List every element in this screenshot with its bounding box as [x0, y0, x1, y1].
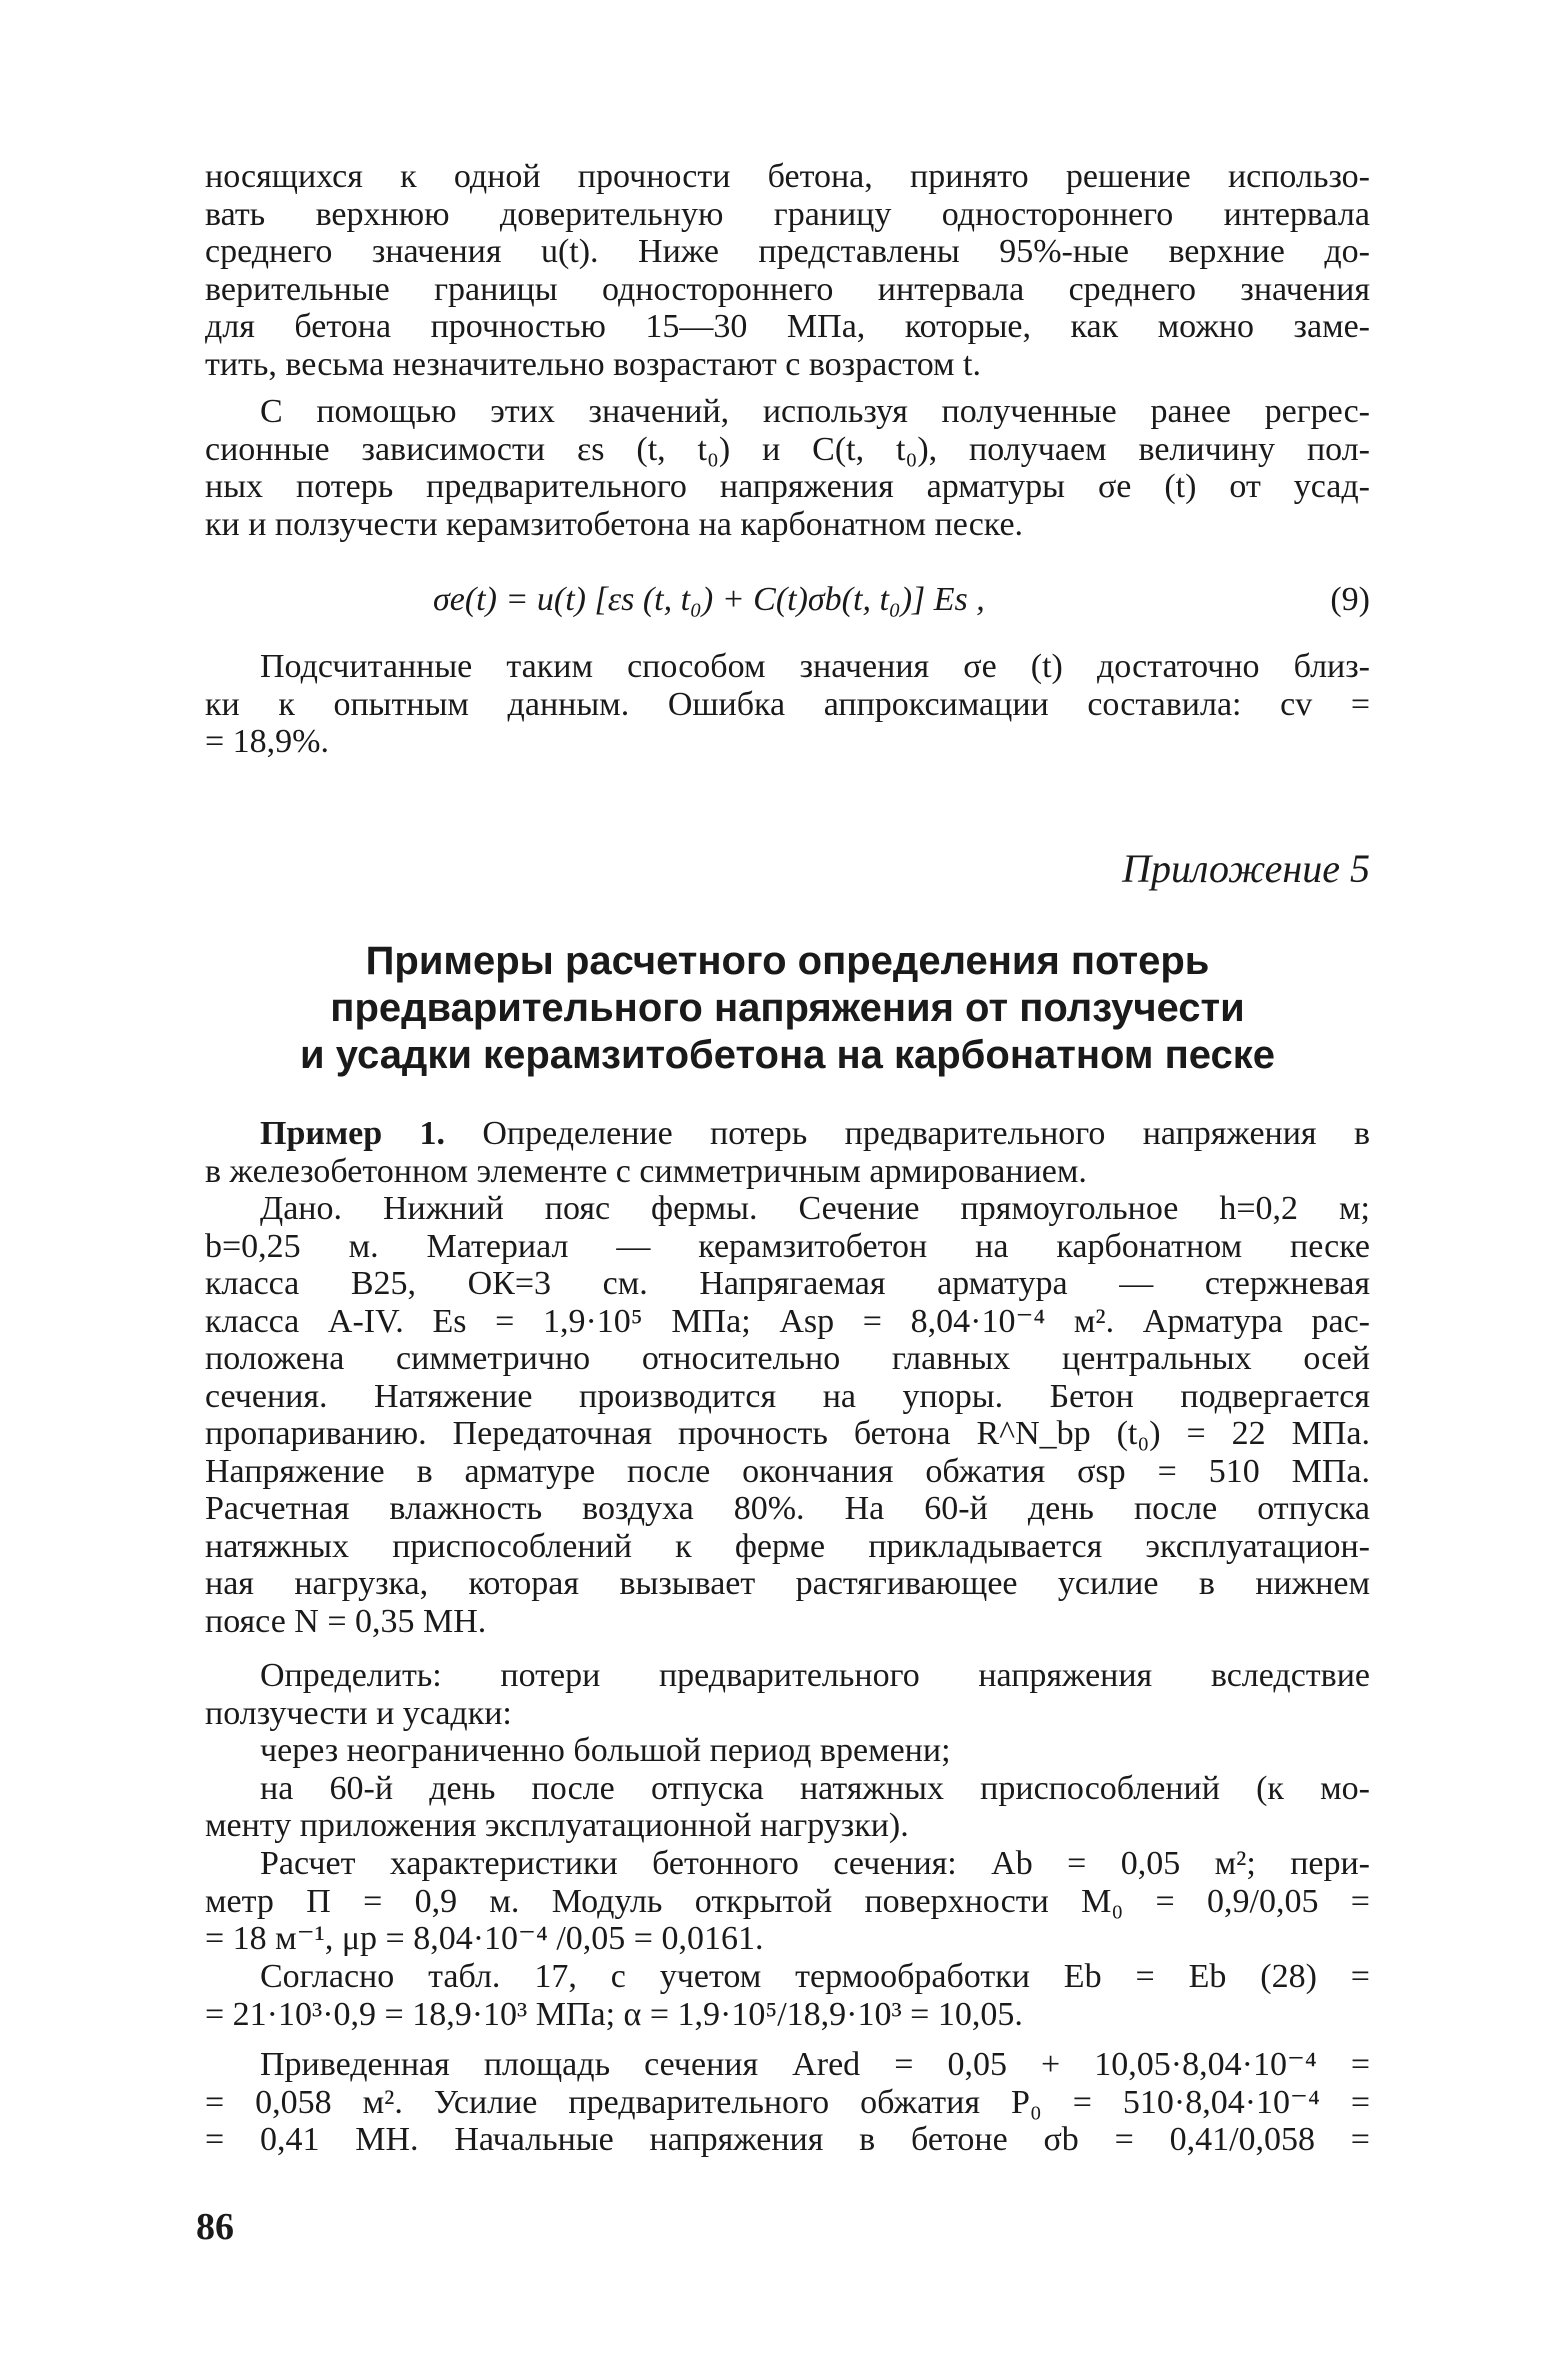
text-line: метр П = 0,9 м. Модуль открытой поверхности M₀ = 0,9/0,05 =: [205, 1882, 1370, 1920]
paragraph-reduced-area: [205, 2046, 1370, 2159]
text-line: через неограниченно большой период времени;: [260, 1732, 951, 1769]
text-line: b=0,25 м. Материал — керамзитобетон на карбонатном песке: [205, 1227, 1370, 1265]
text-line: Напряжение в арматуре после окончания обжатия σsp = 510 МПа.: [205, 1452, 1370, 1490]
text-line: = 0,41 МН. Начальные напряжения в бетоне σb = 0,41/0,058 =: [205, 2121, 1370, 2158]
text-line: тить, весьма незначительно возрастают с возрастом t.: [205, 345, 982, 383]
paragraph-determine: [205, 1657, 1370, 1845]
text-line: Приведенная площадь сечения Ared = 0,05 + 10,05·8,04·10⁻⁴ =: [260, 2046, 1370, 2083]
text-line: Расчет характеристики бетонного сечения: Ab = 0,05 м²; пери-: [260, 1845, 1370, 1882]
example-heading: Определение потерь предварительного напряжения в: [444, 1115, 1371, 1152]
text-line: среднего значения u(t). Ниже представлены 95%-ные верхние до-: [205, 233, 1370, 270]
paragraph-modulus: [205, 1958, 1370, 2033]
paragraph-regression: [205, 393, 1370, 543]
text-line: натяжных приспособлений к ферме прикладывается эксплуатацион-: [205, 1527, 1370, 1565]
text-line: положена симметрично относительно главных центральных осей: [205, 1340, 1370, 1377]
text-line: ползучести и усадки:: [205, 1694, 512, 1732]
text-line: на 60-й день после отпуска натяжных приспособлений (к мо-: [260, 1769, 1370, 1807]
paragraph-given: [205, 1190, 1370, 1640]
text-line: поясе N = 0,35 МН.: [205, 1602, 487, 1640]
section-title: [205, 938, 1370, 1079]
text-line: класса В25, ОК=3 см. Напрягаемая арматура — стержневая: [205, 1265, 1370, 1302]
text-line: ных потерь предварительного напряжения арматуры σe (t) от усад-: [205, 468, 1370, 505]
text-line: пропариванию. Передаточная прочность бетона R^N_bp (t₀) = 22 МПа.: [205, 1415, 1370, 1452]
text-line: С помощью этих значений, используя полученные ранее регрес-: [260, 393, 1370, 430]
text-line: Подсчитанные таким способом значения σe (t) достаточно близ-: [260, 648, 1370, 685]
text-line: Дано. Нижний пояс фермы. Сечение прямоугольное h=0,2 м;: [260, 1190, 1370, 1227]
text-line: ки к опытным данным. Ошибка аппроксимации составила: cv =: [205, 685, 1370, 723]
text-line: [205, 1115, 1370, 1153]
text-line: Определить: потери предварительного напряжения вследствие: [260, 1657, 1370, 1694]
paragraph-confidence-bounds: [205, 158, 1370, 383]
title-line: и усадки керамзитобетона на карбонатном песке: [300, 1033, 1275, 1077]
formula-expression: σe(t) = u(t) [εs (t, t₀) + C(t)σb(t, t₀)] Es ,: [433, 581, 985, 618]
text-line: для бетона прочностью 15—30 МПа, которые, как можно заме-: [205, 308, 1370, 345]
text-line: = 18,9%.: [205, 723, 329, 760]
text-line: сечения. Натяжение производится на упоры. Бетон подвергается: [205, 1377, 1370, 1415]
formula-number: (9): [1330, 581, 1370, 618]
title-line: предварительного напряжения от ползучести: [330, 986, 1245, 1030]
paragraph-example-1: [205, 1115, 1370, 1190]
title-line: Примеры расчетного определения потерь: [365, 939, 1210, 983]
text-line: Согласно табл. 17, с учетом термообработки Eb = Eb (28) =: [260, 1958, 1370, 1995]
text-line: = 18 м⁻¹, μp = 8,04·10⁻⁴ /0,05 = 0,0161.: [205, 1920, 764, 1957]
text-line: верительные границы одностороннего интервала среднего значения: [205, 270, 1370, 308]
text-line: Расчетная влажность воздуха 80%. На 60-й день после отпуска: [205, 1490, 1370, 1527]
text-line: сионные зависимости εs (t, t₀) и C(t, t₀), получаем величину пол-: [205, 430, 1370, 468]
text-line: носящихся к одной прочности бетона, принято решение использо-: [205, 158, 1370, 195]
text-line: = 0,058 м². Усилие предварительного обжатия P₀ = 510·8,04·10⁻⁴ =: [205, 2083, 1370, 2121]
text-line: класса А-IV. Es = 1,9·10⁵ МПа; Asp = 8,04·10⁻⁴ м². Арматура рас-: [205, 1302, 1370, 1340]
text-line: вать верхнюю доверительную границу одностороннего интервала: [205, 195, 1370, 233]
example-label: Пример 1.: [260, 1115, 445, 1152]
paragraph-section-calc: [205, 1845, 1370, 1958]
text-line: в железобетонном элементе с симметричным армированием.: [205, 1152, 1087, 1190]
text-line: ная нагрузка, которая вызывает растягивающее усилие в нижнем: [205, 1565, 1370, 1602]
text-line: менту приложения эксплуатационной нагрузки).: [205, 1807, 909, 1844]
text-line: = 21·10³·0,9 = 18,9·10³ МПа; α = 1,9·10⁵/18,9·10³ = 10,05.: [205, 1995, 1023, 2033]
text-line: ки и ползучести керамзитобетона на карбонатном песке.: [205, 505, 1024, 543]
appendix-label: Приложение 5: [1122, 846, 1370, 891]
page-number: 86: [196, 2206, 234, 2248]
paragraph-approximation: [205, 648, 1370, 761]
